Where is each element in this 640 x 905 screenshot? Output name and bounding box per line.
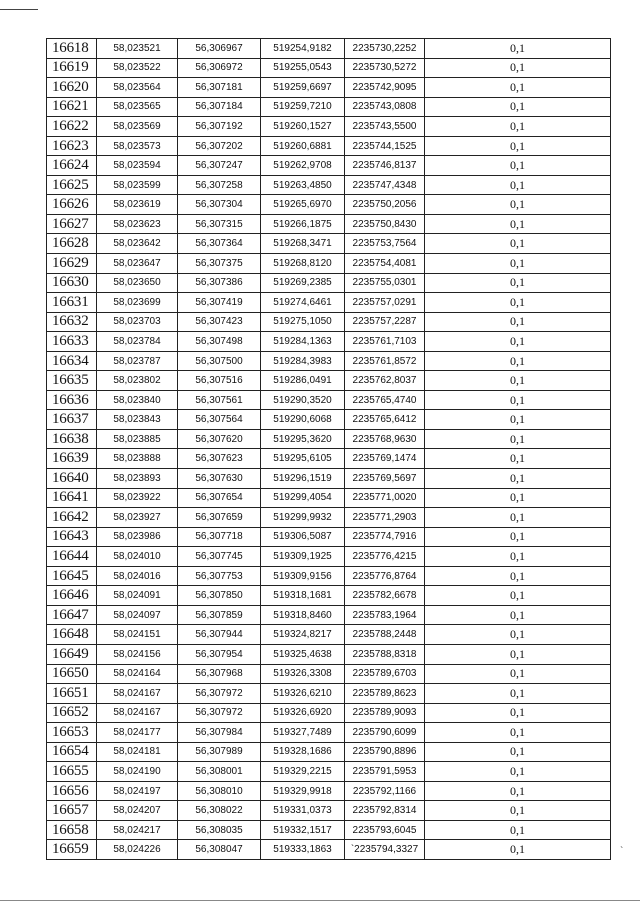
point-number: 16621 — [47, 97, 97, 117]
table-row — [47, 605, 611, 625]
accuracy-cell: 0,1 — [425, 625, 611, 645]
y-coordinate-cell: 2235761,8572 — [345, 351, 425, 371]
x-coordinate-cell: 519331,0373 — [261, 801, 345, 821]
point-number: 16634 — [47, 351, 97, 371]
x-coordinate-cell: 519329,2215 — [261, 762, 345, 782]
x-coordinate-cell: 519262,9708 — [261, 156, 345, 176]
point-number: 16632 — [47, 312, 97, 332]
latitude-cell: 58,023986 — [97, 527, 178, 547]
y-coordinate-cell: 2235755,0301 — [345, 273, 425, 293]
longitude-cell: 56,308001 — [178, 762, 261, 782]
accuracy-cell: 0,1 — [425, 801, 611, 821]
latitude-cell: 58,024010 — [97, 547, 178, 567]
table-row — [47, 723, 611, 743]
y-coordinate-cell: 2235753,7564 — [345, 234, 425, 254]
accuracy-cell: 0,1 — [425, 410, 611, 430]
y-coordinate-cell: 2235750,2056 — [345, 195, 425, 215]
longitude-cell: 56,308010 — [178, 781, 261, 801]
point-number: 16641 — [47, 488, 97, 508]
latitude-cell: 58,023840 — [97, 390, 178, 410]
point-number: 16657 — [47, 801, 97, 821]
x-coordinate-cell: 519290,3520 — [261, 390, 345, 410]
accuracy-cell: 0,1 — [425, 840, 611, 860]
x-coordinate-cell: 519309,1925 — [261, 547, 345, 567]
x-coordinate-cell: 519268,8120 — [261, 254, 345, 274]
x-coordinate-cell: 519309,9156 — [261, 566, 345, 586]
coordinates-table — [46, 38, 611, 860]
y-coordinate-cell: 2235789,8623 — [345, 684, 425, 704]
latitude-cell: 58,024151 — [97, 625, 178, 645]
latitude-cell: 58,024156 — [97, 644, 178, 664]
longitude-cell: 56,307972 — [178, 684, 261, 704]
table-row — [47, 508, 611, 528]
y-coordinate-cell: 2235742,9095 — [345, 78, 425, 98]
table-row — [47, 703, 611, 723]
y-coordinate-cell: 2235761,7103 — [345, 332, 425, 352]
accuracy-cell: 0,1 — [425, 684, 611, 704]
y-coordinate-cell: 2235792,8314 — [345, 801, 425, 821]
latitude-cell: 58,024016 — [97, 566, 178, 586]
longitude-cell: 56,307630 — [178, 469, 261, 489]
accuracy-cell: 0,1 — [425, 234, 611, 254]
accuracy-cell: 0,1 — [425, 214, 611, 234]
table-row — [47, 332, 611, 352]
y-coordinate-cell: 2235776,4215 — [345, 547, 425, 567]
y-coordinate-cell: 2235762,8037 — [345, 371, 425, 391]
longitude-cell: 56,307753 — [178, 566, 261, 586]
point-number: 16642 — [47, 508, 97, 528]
longitude-cell: 56,307850 — [178, 586, 261, 606]
point-number: 16636 — [47, 390, 97, 410]
longitude-cell: 56,307386 — [178, 273, 261, 293]
y-coordinate-cell: `2235794,3327 — [345, 840, 425, 860]
x-coordinate-cell: 519296,1519 — [261, 469, 345, 489]
point-number: 16653 — [47, 723, 97, 743]
x-coordinate-cell: 519259,6697 — [261, 78, 345, 98]
x-coordinate-cell: 519329,9918 — [261, 781, 345, 801]
latitude-cell: 58,023564 — [97, 78, 178, 98]
point-number: 16625 — [47, 175, 97, 195]
y-coordinate-cell: 2235788,2448 — [345, 625, 425, 645]
accuracy-cell: 0,1 — [425, 586, 611, 606]
y-coordinate-cell: 2235792,1166 — [345, 781, 425, 801]
accuracy-cell: 0,1 — [425, 117, 611, 137]
y-coordinate-cell: 2235771,2903 — [345, 508, 425, 528]
table-row — [47, 195, 611, 215]
x-coordinate-cell: 519325,4638 — [261, 644, 345, 664]
table-row — [47, 488, 611, 508]
latitude-cell: 58,023922 — [97, 488, 178, 508]
point-number: 16650 — [47, 664, 97, 684]
latitude-cell: 58,023521 — [97, 39, 178, 59]
x-coordinate-cell: 519286,0491 — [261, 371, 345, 391]
latitude-cell: 58,023893 — [97, 469, 178, 489]
latitude-cell: 58,024217 — [97, 820, 178, 840]
corner-rule — [0, 9, 38, 10]
accuracy-cell: 0,1 — [425, 429, 611, 449]
latitude-cell: 58,023647 — [97, 254, 178, 274]
point-number: 16622 — [47, 117, 97, 137]
y-coordinate-cell: 2235790,8896 — [345, 742, 425, 762]
longitude-cell: 56,307984 — [178, 723, 261, 743]
latitude-cell: 58,024181 — [97, 742, 178, 762]
x-coordinate-cell: 519324,8217 — [261, 625, 345, 645]
table-row — [47, 293, 611, 313]
accuracy-cell: 0,1 — [425, 293, 611, 313]
point-number: 16635 — [47, 371, 97, 391]
footer-rule — [0, 900, 640, 901]
table-row — [47, 351, 611, 371]
x-coordinate-cell: 519333,1863 — [261, 840, 345, 860]
latitude-cell: 58,023885 — [97, 429, 178, 449]
x-coordinate-cell: 519268,3471 — [261, 234, 345, 254]
y-coordinate-cell: 2235744,1525 — [345, 136, 425, 156]
y-coordinate-cell: 2235790,6099 — [345, 723, 425, 743]
accuracy-cell: 0,1 — [425, 97, 611, 117]
x-coordinate-cell: 519260,6881 — [261, 136, 345, 156]
table-row — [47, 644, 611, 664]
longitude-cell: 56,307954 — [178, 644, 261, 664]
latitude-cell: 58,024167 — [97, 684, 178, 704]
longitude-cell: 56,307423 — [178, 312, 261, 332]
y-coordinate-cell: 2235789,6703 — [345, 664, 425, 684]
longitude-cell: 56,307192 — [178, 117, 261, 137]
x-coordinate-cell: 519260,1527 — [261, 117, 345, 137]
point-number: 16654 — [47, 742, 97, 762]
accuracy-cell: 0,1 — [425, 39, 611, 59]
x-coordinate-cell: 519306,5087 — [261, 527, 345, 547]
x-coordinate-cell: 519290,6068 — [261, 410, 345, 430]
accuracy-cell: 0,1 — [425, 390, 611, 410]
y-coordinate-cell: 2235757,2287 — [345, 312, 425, 332]
longitude-cell: 56,307623 — [178, 449, 261, 469]
accuracy-cell: 0,1 — [425, 58, 611, 78]
accuracy-cell: 0,1 — [425, 332, 611, 352]
accuracy-cell: 0,1 — [425, 254, 611, 274]
table-row — [47, 97, 611, 117]
x-coordinate-cell: 519327,7489 — [261, 723, 345, 743]
latitude-cell: 58,024207 — [97, 801, 178, 821]
accuracy-cell: 0,1 — [425, 195, 611, 215]
point-number: 16647 — [47, 605, 97, 625]
point-number: 16623 — [47, 136, 97, 156]
y-coordinate-cell: 2235765,4740 — [345, 390, 425, 410]
accuracy-cell: 0,1 — [425, 723, 611, 743]
longitude-cell: 56,306972 — [178, 58, 261, 78]
latitude-cell: 58,023642 — [97, 234, 178, 254]
table-row — [47, 566, 611, 586]
latitude-cell: 58,023650 — [97, 273, 178, 293]
point-number: 16656 — [47, 781, 97, 801]
accuracy-cell: 0,1 — [425, 175, 611, 195]
latitude-cell: 58,024177 — [97, 723, 178, 743]
stray-mark: ` — [620, 846, 624, 857]
longitude-cell: 56,307364 — [178, 234, 261, 254]
longitude-cell: 56,307859 — [178, 605, 261, 625]
x-coordinate-cell: 519266,1875 — [261, 214, 345, 234]
point-number: 16651 — [47, 684, 97, 704]
latitude-cell: 58,023787 — [97, 351, 178, 371]
accuracy-cell: 0,1 — [425, 78, 611, 98]
point-number: 16620 — [47, 78, 97, 98]
longitude-cell: 56,307304 — [178, 195, 261, 215]
table-row — [47, 762, 611, 782]
longitude-cell: 56,307375 — [178, 254, 261, 274]
accuracy-cell: 0,1 — [425, 644, 611, 664]
table-row — [47, 410, 611, 430]
accuracy-cell: 0,1 — [425, 703, 611, 723]
latitude-cell: 58,023888 — [97, 449, 178, 469]
accuracy-cell: 0,1 — [425, 156, 611, 176]
latitude-cell: 58,023784 — [97, 332, 178, 352]
table-row — [47, 781, 611, 801]
longitude-cell: 56,307258 — [178, 175, 261, 195]
point-number: 16640 — [47, 469, 97, 489]
longitude-cell: 56,307972 — [178, 703, 261, 723]
x-coordinate-cell: 519299,9932 — [261, 508, 345, 528]
latitude-cell: 58,023594 — [97, 156, 178, 176]
y-coordinate-cell: 2235783,1964 — [345, 605, 425, 625]
accuracy-cell: 0,1 — [425, 605, 611, 625]
x-coordinate-cell: 519254,9182 — [261, 39, 345, 59]
point-number: 16638 — [47, 429, 97, 449]
y-coordinate-cell: 2235793,6045 — [345, 820, 425, 840]
point-number: 16659 — [47, 840, 97, 860]
longitude-cell: 56,307498 — [178, 332, 261, 352]
point-number: 16630 — [47, 273, 97, 293]
longitude-cell: 56,307659 — [178, 508, 261, 528]
x-coordinate-cell: 519295,3620 — [261, 429, 345, 449]
latitude-cell: 58,023623 — [97, 214, 178, 234]
table-row — [47, 214, 611, 234]
latitude-cell: 58,024197 — [97, 781, 178, 801]
longitude-cell: 56,307184 — [178, 97, 261, 117]
latitude-cell: 58,023565 — [97, 97, 178, 117]
table-row — [47, 742, 611, 762]
x-coordinate-cell: 519284,3983 — [261, 351, 345, 371]
table-row — [47, 136, 611, 156]
point-number: 16643 — [47, 527, 97, 547]
y-coordinate-cell: 2235754,4081 — [345, 254, 425, 274]
table-row — [47, 684, 611, 704]
latitude-cell: 58,023619 — [97, 195, 178, 215]
table-row — [47, 840, 611, 860]
accuracy-cell: 0,1 — [425, 527, 611, 547]
table-row — [47, 58, 611, 78]
accuracy-cell: 0,1 — [425, 820, 611, 840]
table-row — [47, 820, 611, 840]
table-row — [47, 664, 611, 684]
point-number: 16626 — [47, 195, 97, 215]
table-row — [47, 547, 611, 567]
table-row — [47, 39, 611, 59]
x-coordinate-cell: 519318,8460 — [261, 605, 345, 625]
accuracy-cell: 0,1 — [425, 273, 611, 293]
y-coordinate-cell: 2235789,9093 — [345, 703, 425, 723]
point-number: 16637 — [47, 410, 97, 430]
y-coordinate-cell: 2235771,0020 — [345, 488, 425, 508]
table-row — [47, 78, 611, 98]
accuracy-cell: 0,1 — [425, 449, 611, 469]
table-row — [47, 254, 611, 274]
point-number: 16633 — [47, 332, 97, 352]
y-coordinate-cell: 2235769,5697 — [345, 469, 425, 489]
longitude-cell: 56,308035 — [178, 820, 261, 840]
coordinates-table-body — [47, 39, 611, 860]
accuracy-cell: 0,1 — [425, 508, 611, 528]
x-coordinate-cell: 519318,1681 — [261, 586, 345, 606]
x-coordinate-cell: 519295,6105 — [261, 449, 345, 469]
point-number: 16639 — [47, 449, 97, 469]
latitude-cell: 58,023703 — [97, 312, 178, 332]
table-row — [47, 390, 611, 410]
point-number: 16652 — [47, 703, 97, 723]
longitude-cell: 56,307516 — [178, 371, 261, 391]
x-coordinate-cell: 519299,4054 — [261, 488, 345, 508]
longitude-cell: 56,307247 — [178, 156, 261, 176]
point-number: 16629 — [47, 254, 97, 274]
latitude-cell: 58,023569 — [97, 117, 178, 137]
y-coordinate-cell: 2235774,7916 — [345, 527, 425, 547]
latitude-cell: 58,024164 — [97, 664, 178, 684]
point-number: 16648 — [47, 625, 97, 645]
latitude-cell: 58,024097 — [97, 605, 178, 625]
x-coordinate-cell: 519332,1517 — [261, 820, 345, 840]
accuracy-cell: 0,1 — [425, 136, 611, 156]
y-coordinate-cell: 2235730,5272 — [345, 58, 425, 78]
longitude-cell: 56,307718 — [178, 527, 261, 547]
latitude-cell: 58,023573 — [97, 136, 178, 156]
y-coordinate-cell: 2235747,4348 — [345, 175, 425, 195]
accuracy-cell: 0,1 — [425, 566, 611, 586]
latitude-cell: 58,024167 — [97, 703, 178, 723]
point-number: 16628 — [47, 234, 97, 254]
accuracy-cell: 0,1 — [425, 469, 611, 489]
point-number: 16624 — [47, 156, 97, 176]
y-coordinate-cell: 2235743,5500 — [345, 117, 425, 137]
accuracy-cell: 0,1 — [425, 488, 611, 508]
y-coordinate-cell: 2235730,2252 — [345, 39, 425, 59]
latitude-cell: 58,023699 — [97, 293, 178, 313]
point-number: 16649 — [47, 644, 97, 664]
longitude-cell: 56,308022 — [178, 801, 261, 821]
accuracy-cell: 0,1 — [425, 371, 611, 391]
point-number: 16631 — [47, 293, 97, 313]
table-row — [47, 175, 611, 195]
y-coordinate-cell: 2235791,5953 — [345, 762, 425, 782]
table-row — [47, 801, 611, 821]
longitude-cell: 56,307500 — [178, 351, 261, 371]
longitude-cell: 56,307202 — [178, 136, 261, 156]
point-number: 16644 — [47, 547, 97, 567]
y-coordinate-cell: 2235757,0291 — [345, 293, 425, 313]
longitude-cell: 56,307944 — [178, 625, 261, 645]
longitude-cell: 56,307620 — [178, 429, 261, 449]
table-row — [47, 625, 611, 645]
longitude-cell: 56,307419 — [178, 293, 261, 313]
table-row — [47, 234, 611, 254]
accuracy-cell: 0,1 — [425, 547, 611, 567]
y-coordinate-cell: 2235776,8764 — [345, 566, 425, 586]
x-coordinate-cell: 519259,7210 — [261, 97, 345, 117]
longitude-cell: 56,307745 — [178, 547, 261, 567]
x-coordinate-cell: 519269,2385 — [261, 273, 345, 293]
table-row — [47, 586, 611, 606]
longitude-cell: 56,307989 — [178, 742, 261, 762]
table-row — [47, 117, 611, 137]
y-coordinate-cell: 2235788,8318 — [345, 644, 425, 664]
longitude-cell: 56,308047 — [178, 840, 261, 860]
x-coordinate-cell: 519326,6210 — [261, 684, 345, 704]
latitude-cell: 58,023599 — [97, 175, 178, 195]
point-number: 16645 — [47, 566, 97, 586]
y-coordinate-cell: 2235750,8430 — [345, 214, 425, 234]
point-number: 16655 — [47, 762, 97, 782]
longitude-cell: 56,307968 — [178, 664, 261, 684]
point-number: 16618 — [47, 39, 97, 59]
point-number: 16658 — [47, 820, 97, 840]
latitude-cell: 58,023802 — [97, 371, 178, 391]
table-row — [47, 156, 611, 176]
x-coordinate-cell: 519275,1050 — [261, 312, 345, 332]
x-coordinate-cell: 519326,6920 — [261, 703, 345, 723]
latitude-cell: 58,024091 — [97, 586, 178, 606]
latitude-cell: 58,023927 — [97, 508, 178, 528]
accuracy-cell: 0,1 — [425, 664, 611, 684]
longitude-cell: 56,307561 — [178, 390, 261, 410]
point-number: 16619 — [47, 58, 97, 78]
longitude-cell: 56,306967 — [178, 39, 261, 59]
latitude-cell: 58,024190 — [97, 762, 178, 782]
table-row — [47, 527, 611, 547]
x-coordinate-cell: 519255,0543 — [261, 58, 345, 78]
y-coordinate-cell: 2235769,1474 — [345, 449, 425, 469]
table-row — [47, 312, 611, 332]
y-coordinate-cell: 2235768,9630 — [345, 429, 425, 449]
y-coordinate-cell: 2235782,6678 — [345, 586, 425, 606]
table-row — [47, 469, 611, 489]
latitude-cell: 58,024226 — [97, 840, 178, 860]
accuracy-cell: 0,1 — [425, 742, 611, 762]
latitude-cell: 58,023522 — [97, 58, 178, 78]
latitude-cell: 58,023843 — [97, 410, 178, 430]
longitude-cell: 56,307315 — [178, 214, 261, 234]
x-coordinate-cell: 519263,4850 — [261, 175, 345, 195]
accuracy-cell: 0,1 — [425, 762, 611, 782]
longitude-cell: 56,307654 — [178, 488, 261, 508]
table-row — [47, 371, 611, 391]
x-coordinate-cell: 519265,6970 — [261, 195, 345, 215]
x-coordinate-cell: 519284,1363 — [261, 332, 345, 352]
x-coordinate-cell: 519274,6461 — [261, 293, 345, 313]
x-coordinate-cell: 519328,1686 — [261, 742, 345, 762]
y-coordinate-cell: 2235746,8137 — [345, 156, 425, 176]
longitude-cell: 56,307564 — [178, 410, 261, 430]
accuracy-cell: 0,1 — [425, 312, 611, 332]
point-number: 16627 — [47, 214, 97, 234]
accuracy-cell: 0,1 — [425, 781, 611, 801]
accuracy-cell: 0,1 — [425, 351, 611, 371]
longitude-cell: 56,307181 — [178, 78, 261, 98]
table-row — [47, 429, 611, 449]
table-row — [47, 449, 611, 469]
x-coordinate-cell: 519326,3308 — [261, 664, 345, 684]
point-number: 16646 — [47, 586, 97, 606]
y-coordinate-cell: 2235743,0808 — [345, 97, 425, 117]
table-row — [47, 273, 611, 293]
y-coordinate-cell: 2235765,6412 — [345, 410, 425, 430]
